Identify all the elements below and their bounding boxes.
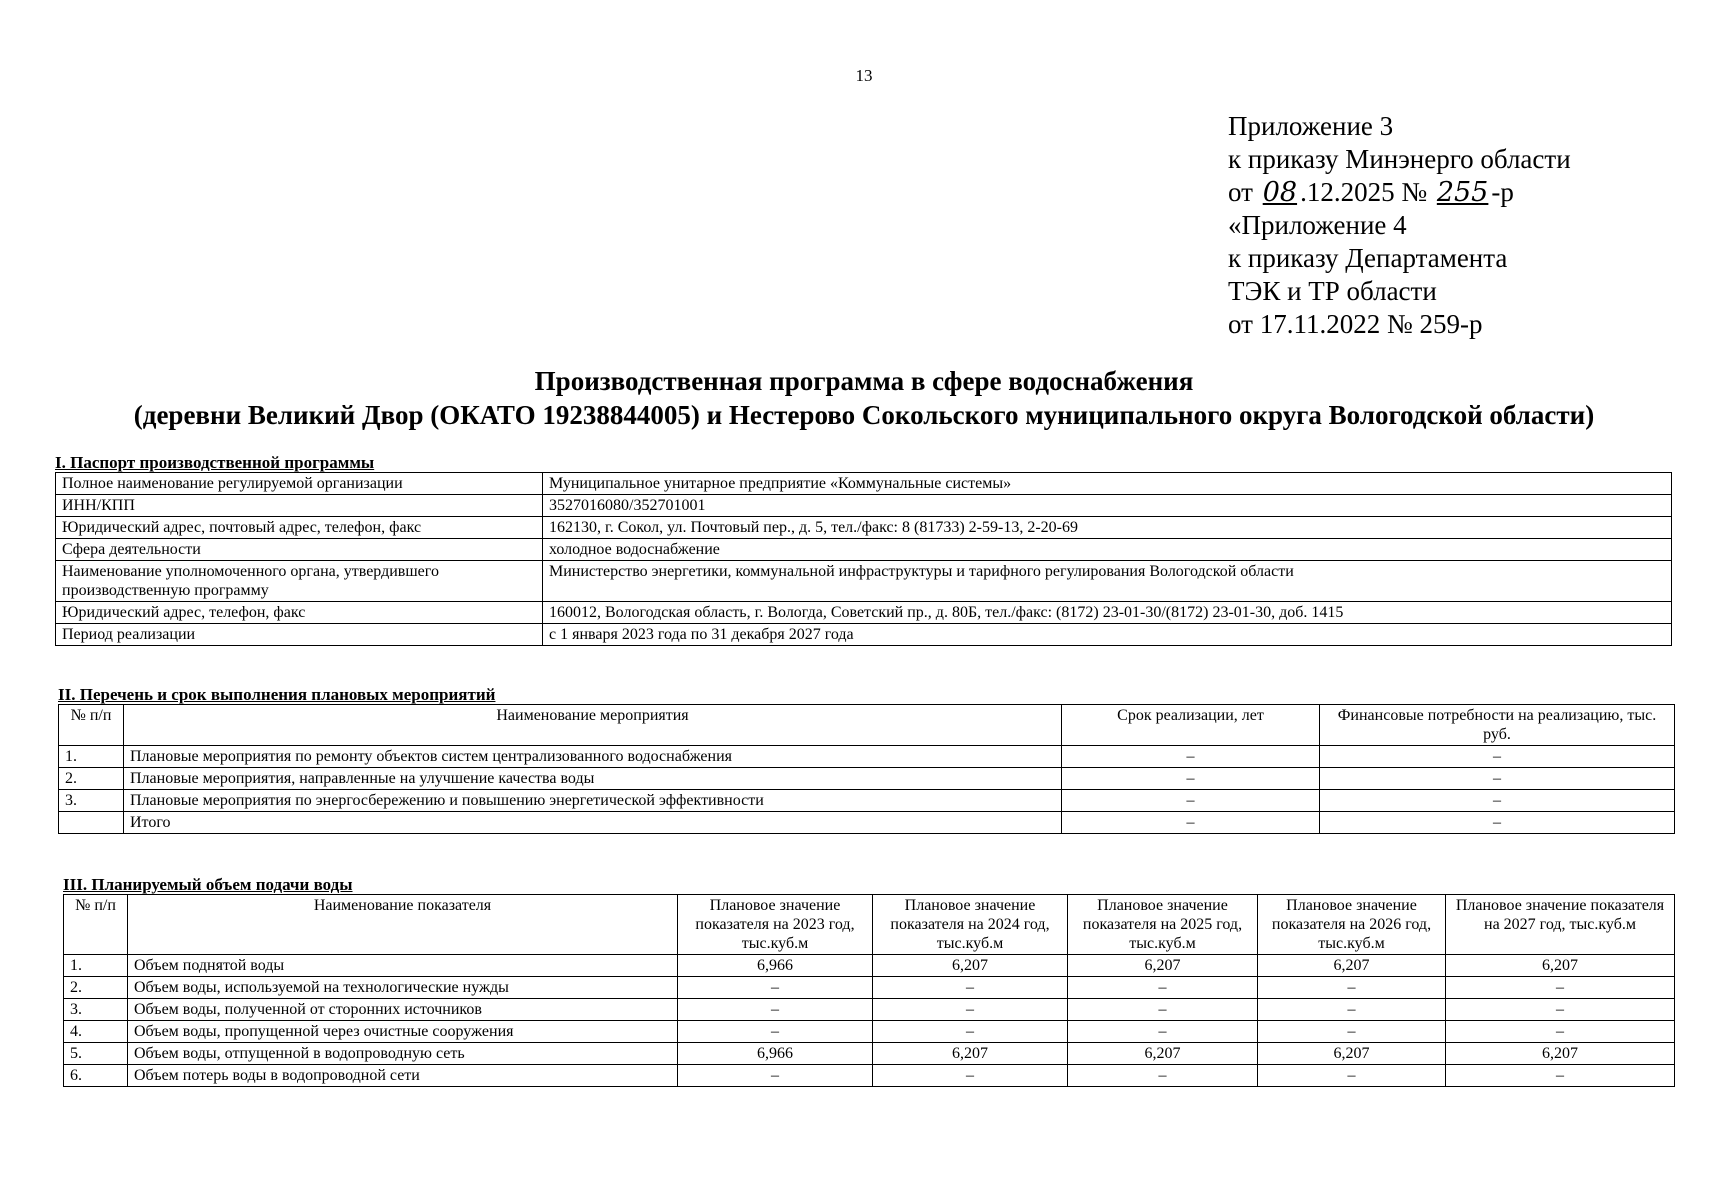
value-2023: 6,966 [678,1043,873,1065]
row-name: Объем воды, используемой на технологические нужды [128,977,678,999]
table-row [59,768,1675,790]
header-num: № п/п [64,895,128,955]
table-row [59,790,1675,812]
table-row [64,1065,1675,1087]
value-2025: – [1068,977,1258,999]
value-2027: – [1446,977,1675,999]
table-row [64,999,1675,1021]
header-2024: Плановое значение показателя на 2024 год, тыс.куб.м [873,895,1068,955]
value-2027: – [1446,1065,1675,1087]
value-2024: 6,207 [873,1043,1068,1065]
table-row [64,977,1675,999]
row-value: 3527016080/352701001 [543,495,1672,517]
value-2024: – [873,1021,1068,1043]
value-2024: – [873,1065,1068,1087]
page-number: 13 [855,66,873,85]
value-2026: – [1258,1065,1446,1087]
appendix-suffix: -р [1491,177,1514,207]
value-2025: 6,207 [1068,955,1258,977]
value-2026: 6,207 [1258,1043,1446,1065]
table-header-row [59,705,1675,746]
value-2025: – [1068,1021,1258,1043]
row-term: – [1062,746,1320,768]
title-line: (деревни Великий Двор (ОКАТО 19238844005) и Нестерово Сокольского муниципального округа Вологодской области) [133,400,1595,430]
value-2025: – [1068,1065,1258,1087]
appendix-order-line [1228,176,1571,209]
row-num: 1. [59,746,124,768]
row-value: Министерство энергетики, коммунальной инфраструктуры и тарифного регулирования Вологодской области [543,561,1672,602]
row-name: Объем воды, пропущенной через очистные сооружения [128,1021,678,1043]
value-2024: 6,207 [873,955,1068,977]
row-num: 6. [64,1065,128,1087]
header-2025: Плановое значение показателя на 2025 год, тыс.куб.м [1068,895,1258,955]
row-label: Полное наименование регулируемой организации [56,473,543,495]
section2-heading: II. Перечень и срок выполнения плановых мероприятий [58,685,496,704]
appendix-line: «Приложение 4 [1228,210,1407,240]
value-2025: – [1068,999,1258,1021]
value-2023: – [678,999,873,1021]
section3-heading: III. Планируемый объем подачи воды [63,875,353,894]
header-2023: Плановое значение показателя на 2023 год, тыс.куб.м [678,895,873,955]
value-2023: 6,966 [678,955,873,977]
title-line: Производственная программа в сфере водоснабжения [534,366,1194,396]
appendix-line: к приказу Департамента [1228,243,1508,273]
row-num: 4. [64,1021,128,1043]
value-2024: – [873,999,1068,1021]
row-num: 1. [64,955,128,977]
value-2023: – [678,1021,873,1043]
row-finance: – [1320,790,1675,812]
section1-heading: I. Паспорт производственной программы [55,453,375,472]
handwritten-day: 08 [1262,177,1298,208]
value-2027: 6,207 [1446,955,1675,977]
value-2026: – [1258,977,1446,999]
document-title [0,364,1728,432]
row-value: с 1 января 2023 года по 31 декабря 2027 года [543,624,1672,646]
water-volume-table [63,894,1675,1087]
row-name: Объем воды, полученной от сторонних источников [128,999,678,1021]
row-num: 2. [59,768,124,790]
table-row [59,746,1675,768]
row-label: Период реализации [56,624,543,646]
value-2026: – [1258,999,1446,1021]
measures-table [58,704,1675,834]
row-value: холодное водоснабжение [543,539,1672,561]
table-row [59,812,1675,834]
table-row [56,517,1672,539]
value-2023: – [678,1065,873,1087]
row-name: Итого [124,812,1062,834]
handwritten-number: 255 [1436,177,1489,208]
row-num: 2. [64,977,128,999]
table-row [56,602,1672,624]
appendix-date: .12.2025 № [1300,177,1428,207]
appendix-line: от 17.11.2022 № 259-р [1228,309,1483,339]
value-2027: 6,207 [1446,1043,1675,1065]
header-name: Наименование мероприятия [124,705,1062,746]
appendix-line: к приказу Минэнерго области [1228,144,1571,174]
row-name: Объем поднятой воды [128,955,678,977]
header-2027: Плановое значение показателя на 2027 год, тыс.куб.м [1446,895,1675,955]
table-row [56,539,1672,561]
value-2023: – [678,977,873,999]
row-label: Наименование уполномоченного органа, утвердившего производственную программу [56,561,543,602]
row-name: Плановые мероприятия по энергосбережению и повышению энергетической эффективности [124,790,1062,812]
row-num: 3. [64,999,128,1021]
row-finance: – [1320,812,1675,834]
table-row [56,495,1672,517]
row-value: 160012, Вологодская область, г. Вологда, Советский пр., д. 80Б, тел./факс: (8172) 23-01-30/(8172) 23-01-30, доб. 1415 [543,602,1672,624]
row-name: Объем воды, отпущенной в водопроводную сеть [128,1043,678,1065]
passport-table [55,472,1672,646]
header-finance: Финансовые потребности на реализацию, тыс. руб. [1320,705,1675,746]
row-term: – [1062,790,1320,812]
row-finance: – [1320,768,1675,790]
header-num: № п/п [59,705,124,746]
row-name: Плановые мероприятия, направленные на улучшение качества воды [124,768,1062,790]
row-term: – [1062,768,1320,790]
value-2026: – [1258,1021,1446,1043]
row-num: 5. [64,1043,128,1065]
row-label: Юридический адрес, почтовый адрес, телефон, факс [56,517,543,539]
table-row [64,955,1675,977]
row-num: 3. [59,790,124,812]
value-2025: 6,207 [1068,1043,1258,1065]
header-2026: Плановое значение показателя на 2026 год, тыс.куб.м [1258,895,1446,955]
value-2027: – [1446,999,1675,1021]
row-name: Объем потерь воды в водопроводной сети [128,1065,678,1087]
table-row [64,1043,1675,1065]
appendix-line: Приложение 3 [1228,111,1394,141]
row-label: Сфера деятельности [56,539,543,561]
row-value: Муниципальное унитарное предприятие «Коммунальные системы» [543,473,1672,495]
row-label: ИНН/КПП [56,495,543,517]
table-row [56,473,1672,495]
row-name: Плановые мероприятия по ремонту объектов систем централизованного водоснабжения [124,746,1062,768]
row-value: 162130, г. Сокол, ул. Почтовый пер., д. 5, тел./факс: 8 (81733) 2-59-13, 2-20-69 [543,517,1672,539]
value-2026: 6,207 [1258,955,1446,977]
value-2024: – [873,977,1068,999]
row-label: Юридический адрес, телефон, факс [56,602,543,624]
header-term: Срок реализации, лет [1062,705,1320,746]
table-row [64,1021,1675,1043]
row-finance: – [1320,746,1675,768]
row-term: – [1062,812,1320,834]
table-row [56,561,1672,602]
header-indicator: Наименование показателя [128,895,678,955]
value-2027: – [1446,1021,1675,1043]
table-row [56,624,1672,646]
row-num [59,812,124,834]
appendix-from: от [1228,177,1253,207]
appendix-line: ТЭК и ТР области [1228,276,1437,306]
table-header-row [64,895,1675,955]
appendix-block [1228,110,1571,341]
